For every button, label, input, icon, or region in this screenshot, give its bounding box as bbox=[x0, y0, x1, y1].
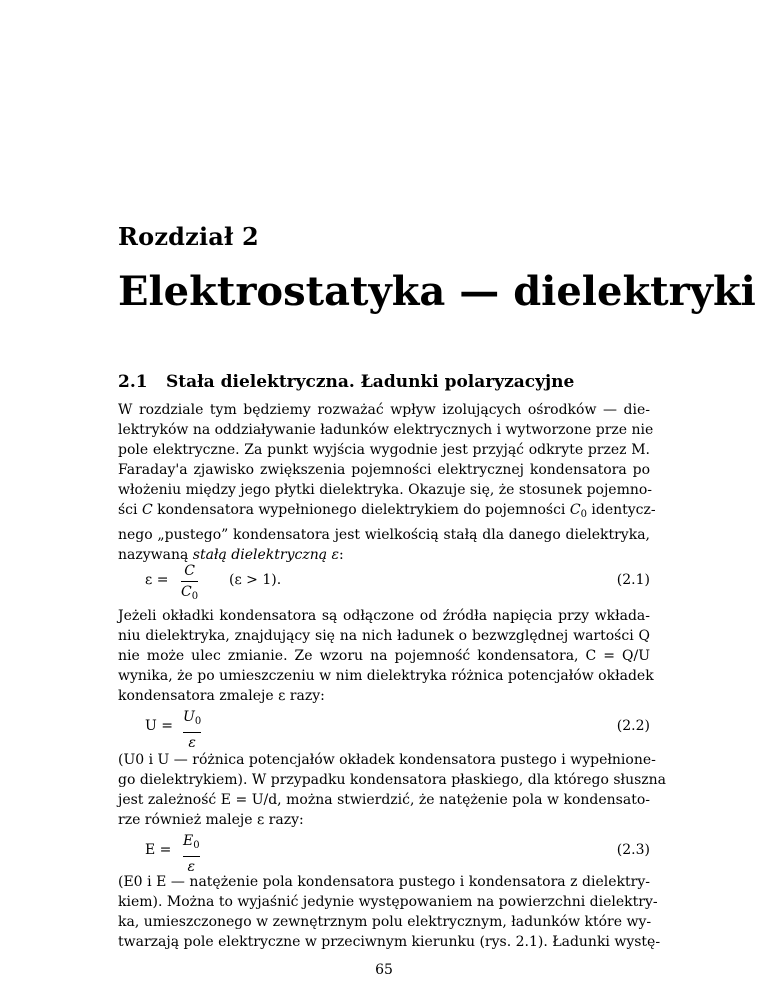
equation-2-2 bbox=[145, 708, 650, 752]
paragraph-1 bbox=[118, 400, 656, 565]
section-title: Stała dielektryczna. Ładunki polaryzacyjne bbox=[166, 372, 575, 392]
text-line: ka, umieszczonego w zewnętrznym polu elektrycznym, ładunków które wy- bbox=[118, 914, 652, 930]
equation-number: (2.3) bbox=[616, 842, 650, 858]
fraction bbox=[183, 708, 201, 752]
text-line: twarzają pole elektryczne w przeciwnym kierunku (rys. 2.1). Ładunki wystę- bbox=[118, 934, 661, 950]
text-line: rze również maleje ε razy: bbox=[118, 812, 304, 828]
paragraph-3 bbox=[118, 750, 667, 830]
text-line: Faraday'a zjawisko zwiększenia pojemności elektrycznej kondensatora po bbox=[118, 462, 650, 478]
numerator: $E_0$ bbox=[183, 833, 200, 851]
numerator: $U_0$ bbox=[183, 709, 202, 727]
chapter-label: Rozdział 2 bbox=[118, 222, 259, 251]
fraction bbox=[183, 832, 200, 876]
text-line: wynika, że po umieszczeniu w nim dielektryka różnica potencjałów okładek bbox=[118, 668, 654, 684]
denominator: $C_0$ bbox=[181, 584, 199, 602]
equation-number: (2.1) bbox=[616, 572, 650, 588]
paragraph-2 bbox=[118, 606, 654, 706]
equation-lhs: ε = bbox=[145, 572, 169, 588]
denominator: ε bbox=[188, 735, 196, 751]
text-line: nego „pustego” kondensatora jest wielkością stałą dla danego dielektryka, bbox=[118, 527, 650, 543]
equation-2-3 bbox=[145, 832, 650, 875]
text-line: kondensatora zmaleje ε razy: bbox=[118, 688, 325, 704]
text-line: nie może ulec zmianie. Ze wzoru na pojemność kondensatora, C = Q/U bbox=[118, 648, 650, 664]
text-line: nazywaną stałą dielektryczną ε: bbox=[118, 547, 344, 563]
text-line: kiem). Można to wyjaśnić jedynie występowaniem na powierzchni dielektry- bbox=[118, 894, 658, 910]
denominator: ε bbox=[187, 859, 196, 875]
text-line: niu dielektryka, znajdujący się na nich ładunek o bezwzględnej wartości Q bbox=[118, 628, 650, 644]
text-line: (U0 i U — różnica potencjałów okładek kondensatora pustego i wypełnione- bbox=[118, 752, 656, 768]
equation-lhs: U = bbox=[145, 718, 173, 734]
section-heading bbox=[118, 372, 574, 392]
text-line: (E0 i E — natężenie pola kondensatora pustego i kondensatora z dielektry- bbox=[118, 874, 650, 890]
equation-condition: (ε > 1). bbox=[229, 572, 282, 588]
text-line: lektryków na oddziaływanie ładunków elektrycznych i wytworzone prze nie bbox=[118, 422, 654, 438]
text-line: jest zależność E = U/d, można stwierdzić, że natężenie pola w kondensato- bbox=[118, 792, 650, 808]
fraction bbox=[181, 562, 198, 606]
equation-lhs: E = bbox=[145, 842, 172, 858]
section-number: 2.1 bbox=[118, 372, 148, 392]
chapter-title: Elektrostatyka — dielektryki bbox=[118, 268, 756, 315]
text-line: go dielektrykiem). W przypadku kondensatora płaskiego, dla którego słuszna bbox=[118, 772, 667, 788]
numerator: C bbox=[184, 563, 195, 579]
equation-2-1 bbox=[145, 562, 650, 606]
text-line: włożeniu między jego płytki dielektryka. Okazuje się, że stosunek pojemno- bbox=[118, 482, 653, 498]
text-line: W rozdziale tym będziemy rozważać wpływ izolujących ośrodków — die- bbox=[118, 402, 650, 418]
equation-number: (2.2) bbox=[616, 718, 650, 734]
text-line: pole elektryczne. Za punkt wyjścia wygodnie jest przyjąć odkryte przez M. bbox=[118, 442, 650, 458]
page-number: 65 bbox=[375, 962, 393, 978]
text-line: Jeżeli okładki kondensatora są odłączone od źródła napięcia przy wkłada- bbox=[118, 608, 650, 624]
text-line: ści C kondensatora wypełnionego dielektrykiem do pojemności $C_0$ identycz- bbox=[118, 502, 656, 520]
